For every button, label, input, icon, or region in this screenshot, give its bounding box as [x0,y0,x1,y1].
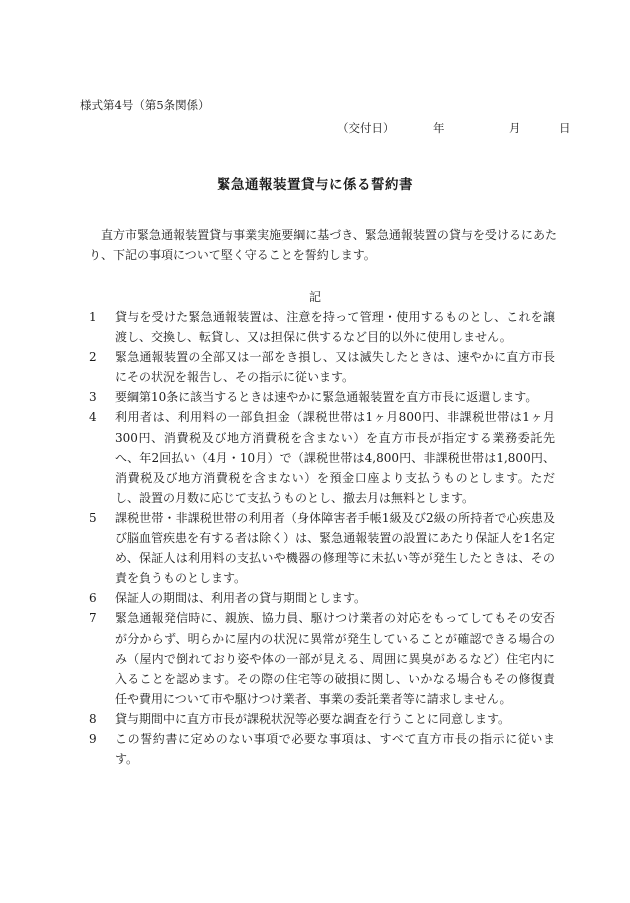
pledge-item [89,588,555,608]
pledge-item-number: 4 [89,410,97,425]
pledge-item-text: 貸与を受けた緊急通報装置は、注意を持って管理・使用するものとし、これを譲渡し、交換し、転貸し、又は担保に供するなど目的以外に使用しません。 [115,310,555,345]
pledge-item [89,347,555,387]
pledge-item-list [89,307,555,769]
pledge-item [89,407,555,507]
pledge-item-number: 2 [89,350,97,365]
pledge-item-text: 利用者は、利用料の一部負担金（課税世帯は1ヶ月800円、非課税世帯は1ヶ月300円、消費税及び地方消費税を含まない）を直方市長が指定する業務委託先へ、年2回払い（4月・10月）で（課税世帯は4,800円、非課税世帯は1,800円、消費税及び地方消費税を含まない）を預金口座より支払うものとします。ただし、設置の月数に応じて支払うものとし、撤去月は無料とします。 [115,410,555,505]
issue-date-month-label: 月 [509,121,521,135]
pledge-item [89,709,555,729]
pledge-item-text: 緊急通報発信時に、親族、協力員、駆けつけ業者の対応をもってしてもその安否が分からず、明らかに屋内の状況に異常が発生していることが確認できる場合のみ（屋内で倒れており姿や体の一部が見える、周囲に異臭があるなど）住宅内に入ることを認めます。その際の住宅等の破損に関し、いかなる場合もその修復責任や費用について市や駆けつけ業者、事業の委託業者等に請求しません。 [115,611,555,706]
document-title: 緊急通報装置貸与に係る誓約書 [217,177,413,193]
pledge-item [89,307,555,347]
issue-date-label: （交付日） [337,121,395,135]
intro-paragraph: 直方市緊急通報装置貸与事業実施要綱に基づき、緊急通報装置の貸与を受けるにあたり、下記の事項について堅く守ることを誓約します。 [89,228,557,262]
pledge-item [89,387,555,407]
pledge-item-number: 8 [89,711,97,726]
pledge-item-text: 緊急通報装置の全部又は一部をき損し、又は滅失したときは、速やかに直方市長にその状況を報告し、その指示に従います。 [115,350,555,385]
issue-date-day-label: 日 [559,121,571,135]
pledge-item-number: 5 [89,510,97,525]
pledge-item [89,508,555,588]
pledge-item-text: 保証人の期間は、利用者の貸与期間とします。 [115,591,367,606]
issue-date-year-label: 年 [433,121,445,135]
pledge-item-number: 7 [89,611,97,626]
pledge-item-number: 3 [89,390,97,405]
pledge-item-text: この誓約書に定めのない事項で必要な事項は、すべて直方市長の指示に従います。 [115,731,555,767]
pledge-item [89,608,555,708]
pledge-item-text: 貸与期間中に直方市長が課税状況等必要な調査を行うことに同意します。 [115,711,511,726]
form-number: 様式第4号（第5条関係） [80,98,210,112]
issue-date-line [337,120,571,136]
pledge-item-number: 6 [89,591,97,606]
pledge-item-number: 1 [89,310,97,324]
pledge-item-number: 9 [89,731,97,746]
ki-heading: 記 [308,290,321,304]
pledge-item-text: 課税世帯・非課税世帯の利用者（身体障害者手帳1級及び2級の所持者で心疾患及び脳血管疾患を有する者は除く）は、緊急通報装置の設置にあたり保証人を1名定め、保証人は利用料の支払いや機器の修理等に未払い等が発生したときは、その責を負うものとします。 [115,510,555,586]
pledge-item-text: 要綱第10条に該当するときは速やかに緊急通報装置を直方市長に返還します。 [115,390,538,405]
pledge-item [89,729,555,769]
